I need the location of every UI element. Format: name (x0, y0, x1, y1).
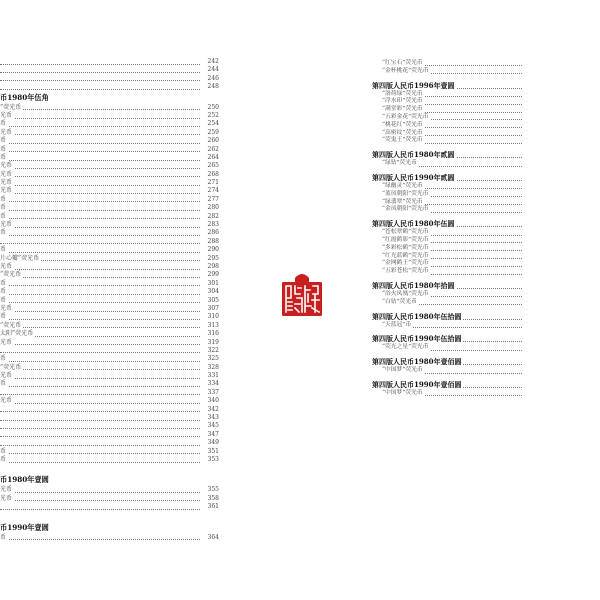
toc-entry-title: “绿翡翠”荧光币 (382, 198, 423, 205)
toc-entry (0, 439, 222, 447)
toc-entry-title: 币 (0, 153, 7, 161)
toc-entry-title: 光币 (0, 304, 13, 312)
section-heading-text: 第四版人民币1980年贰圆 (372, 150, 455, 160)
toc-entry (372, 60, 522, 68)
toc-entry (0, 255, 222, 263)
toc-page-number: 265 (207, 162, 219, 170)
toc-entry (0, 263, 222, 271)
toc-entry (0, 422, 222, 430)
toc-page-number: 268 (207, 170, 219, 178)
dot-leader (0, 218, 200, 219)
toc-entry-title: 币 (0, 137, 7, 145)
dot-leader (0, 500, 200, 501)
dot-leader (0, 369, 200, 370)
dot-leader (0, 327, 200, 328)
toc-entry (0, 364, 222, 372)
dot-leader (0, 193, 200, 194)
toc-page-number: 283 (207, 221, 219, 229)
right-page-toc (372, 60, 522, 440)
toc-entry (0, 66, 222, 74)
toc-section-heading (372, 357, 522, 367)
toc-page-number: 355 (207, 486, 219, 494)
toc-entry-title: “红宝石”荧光币 (382, 60, 423, 66)
toc-entry-title: 光币 (0, 338, 13, 346)
toc-entry-title: 币 (0, 355, 7, 363)
dot-leader (0, 509, 200, 510)
toc-entry-title: “五彩金花”荧光币 (382, 113, 429, 120)
toc-entry (0, 339, 222, 347)
dot-leader (0, 285, 200, 286)
toc-entry (0, 83, 222, 91)
toc-entry (0, 330, 222, 338)
toc-entry-title: 光币 (0, 111, 13, 119)
section-heading-text: 第四版人民币1990年伍拾圆 (372, 334, 462, 344)
toc-entry (0, 179, 222, 187)
red-seal-stamp (279, 268, 325, 318)
toc-entry (0, 146, 222, 154)
toc-page-number: 304 (207, 288, 219, 296)
dot-leader (0, 143, 200, 144)
toc-entry-title: 光币 (0, 162, 13, 170)
toc-entry-title: “荧光之星”荧光币 (382, 344, 429, 351)
toc-page-number: 340 (207, 397, 219, 405)
toc-page-number: 307 (207, 304, 219, 312)
toc-entry-title: “浮水印”荧光币 (382, 98, 423, 105)
toc-entry (372, 344, 522, 352)
toc-section-heading: 币1980年伍角 (0, 92, 49, 102)
toc-entry-title: 币 (0, 455, 7, 463)
toc-entry-title: 币 (0, 279, 7, 287)
toc-page-number: 246 (207, 74, 219, 82)
toc-page-number: 331 (207, 372, 219, 380)
toc-section-heading (372, 281, 522, 291)
toc-entry (0, 503, 222, 511)
toc-entry (0, 58, 222, 66)
left-page-toc (0, 58, 222, 558)
toc-section-heading: 币1980年壹圆 (0, 475, 49, 485)
toc-page-number: 244 (207, 66, 219, 74)
toc-page-number: 313 (207, 321, 219, 329)
toc-section-heading (372, 312, 522, 322)
toc-entry (0, 456, 222, 464)
toc-entry (0, 380, 222, 388)
toc-entry (372, 367, 522, 375)
toc-page-number: 271 (207, 179, 219, 187)
toc-entry-title: “满堂彩”荧光币 (382, 106, 423, 113)
toc-entry (372, 122, 522, 130)
toc-entry-title: 币 (0, 533, 7, 541)
toc-entry (0, 137, 222, 145)
toc-page-number: 288 (207, 237, 219, 245)
toc-section-heading (372, 150, 522, 160)
toc-entry (0, 431, 222, 439)
dot-leader (0, 436, 200, 437)
dot-leader (0, 72, 200, 73)
toc-entry (0, 389, 222, 397)
toc-page-number: 286 (207, 229, 219, 237)
dot-leader (0, 394, 200, 395)
toc-entry-title: 光币 (0, 262, 13, 270)
dot-leader (0, 109, 200, 110)
dot-leader (0, 80, 200, 81)
toc-entry (0, 75, 222, 83)
toc-entry (0, 129, 222, 137)
toc-section-heading (372, 219, 522, 229)
toc-page-number: 351 (207, 447, 219, 455)
toc-entry (0, 246, 222, 254)
toc-page-number: 290 (207, 246, 219, 254)
toc-entry (0, 534, 222, 542)
toc-page-number: 242 (207, 58, 219, 65)
toc-entry (0, 414, 222, 422)
toc-page-number: 252 (207, 111, 219, 119)
toc-page-number: 349 (207, 439, 219, 447)
toc-entry-title: 币 (0, 229, 7, 237)
toc-entry-title: 太阳”荧光币 (0, 330, 34, 338)
section-heading-text: 第四版人民币1980年伍拾圆 (372, 311, 462, 321)
toc-entry-title: “红光蓝鹤”荧光币 (382, 252, 429, 259)
dot-leader (0, 185, 200, 186)
toc-entry (0, 238, 222, 246)
toc-entry-title: 片心瓣”荧光币 (0, 254, 40, 262)
toc-page-number: 301 (207, 279, 219, 287)
toc-entry-title: “多彩松鹤”荧光币 (382, 244, 429, 251)
toc-entry-title: “苍松翠鹤”荧光币 (382, 229, 429, 236)
toc-entry-title: “荧鬼王”荧光币 (382, 137, 423, 144)
toc-entry (0, 280, 222, 288)
toc-entry (372, 245, 522, 253)
toc-entry-title: “洛荷绿”荧光币 (382, 90, 423, 97)
toc-entry-title: 光币 (0, 397, 13, 405)
dot-leader (0, 277, 200, 278)
toc-entry (0, 204, 222, 212)
section-heading-text: 第四版人民币1980年壹佰圆 (372, 357, 462, 367)
toc-entry (0, 448, 222, 456)
toc-entry (372, 390, 522, 398)
toc-entry (372, 183, 522, 191)
toc-entry-title: “五彩苍松”荧光币 (382, 268, 429, 275)
toc-section-heading (372, 380, 522, 390)
toc-entry-title: 币 (0, 288, 7, 296)
toc-entry (0, 305, 222, 313)
toc-entry (372, 260, 522, 268)
dot-leader (0, 462, 200, 463)
toc-page-number: 264 (207, 153, 219, 161)
toc-entry-title: ”荧光币 (0, 271, 22, 279)
toc-entry-title: “金杯桃花”荧光币 (382, 67, 429, 74)
toc-page-number: 364 (207, 533, 219, 541)
dot-leader (0, 420, 200, 421)
toc-entry (372, 106, 522, 114)
toc-entry-title: “绿钻”荧光币 (382, 160, 417, 167)
dot-leader (0, 302, 200, 303)
toc-entry-title: 币 (0, 120, 7, 128)
toc-entry (372, 191, 522, 199)
toc-entry-title: “金网鹤王”荧光币 (382, 260, 429, 267)
toc-entry (0, 406, 222, 414)
dot-leader (0, 403, 200, 404)
dot-leader (0, 361, 200, 362)
toc-entry (0, 221, 222, 229)
toc-section-heading (372, 173, 522, 183)
toc-page-number: 282 (207, 212, 219, 220)
dot-leader (0, 64, 200, 65)
toc-page-number: 353 (207, 455, 219, 463)
toc-page-number: 345 (207, 422, 219, 430)
toc-page-number: 299 (207, 271, 219, 279)
seal-icon (279, 268, 325, 318)
dot-leader (0, 243, 200, 244)
toc-entry-title: 光币 (0, 128, 13, 136)
toc-entry-title: 光币 (0, 179, 13, 187)
toc-entry-title: 光币 (0, 494, 13, 502)
toc-entry (372, 206, 522, 214)
toc-entry (0, 196, 222, 204)
dot-leader (0, 168, 200, 169)
toc-entry (372, 291, 522, 299)
toc-page-number: 254 (207, 120, 219, 128)
dot-leader (0, 235, 200, 236)
toc-entry (372, 160, 522, 168)
toc-entry-title: 币 (0, 145, 7, 153)
toc-entry-title: “浴火凤凰”荧光币 (382, 290, 429, 297)
dot-leader (0, 269, 200, 270)
toc-entry (0, 154, 222, 162)
toc-entry-title: 币 (0, 212, 7, 220)
toc-page-number: 259 (207, 128, 219, 136)
dot-leader (0, 227, 200, 228)
toc-entry (0, 397, 222, 405)
toc-page-number: 325 (207, 355, 219, 363)
toc-entry-title: 光币 (0, 486, 13, 494)
toc-entry-title: “绿幽灵”荧光币 (382, 182, 423, 189)
toc-entry (372, 229, 522, 237)
toc-entry (372, 237, 522, 245)
toc-entry (372, 137, 522, 145)
dot-leader (0, 294, 200, 295)
dot-leader (0, 89, 200, 90)
toc-entry (372, 114, 522, 122)
toc-entry (0, 171, 222, 179)
dot-leader (0, 411, 200, 412)
dot-leader (0, 445, 200, 446)
toc-page-number: 328 (207, 363, 219, 371)
toc-entry-title: 光币 (0, 372, 13, 380)
toc-entry (0, 297, 222, 305)
toc-section-heading (372, 81, 522, 91)
toc-entry-title: 币 (0, 313, 7, 321)
dot-leader (0, 311, 200, 312)
toc-entry (372, 268, 522, 276)
toc-entry (372, 322, 522, 330)
toc-entry-title: “中国梦”荧光币 (382, 367, 423, 374)
dot-leader (0, 126, 200, 127)
toc-entry-title: 币 (0, 380, 7, 388)
toc-entry-title: “金凤朝阳”荧光币 (382, 206, 429, 213)
dot-leader (0, 428, 200, 429)
toc-entry (0, 187, 222, 195)
toc-page-number: 298 (207, 262, 219, 270)
toc-page-number: 342 (207, 405, 219, 413)
toc-entry-title: “高密纹”荧光币 (382, 129, 423, 136)
section-heading-text: 第四版人民币1996年壹圆 (372, 80, 455, 90)
toc-entry-title: 光币 (0, 170, 13, 178)
toc-entry-title: ”荧光币 (0, 103, 22, 111)
dot-leader (0, 378, 200, 379)
toc-page-number: 280 (207, 204, 219, 212)
toc-page-number: 358 (207, 494, 219, 502)
toc-entry-title: 币 (0, 447, 7, 455)
dot-leader (0, 210, 200, 211)
toc-entry-title: “蓝凤朝阳”荧光币 (382, 190, 429, 197)
toc-entry-title: ”荧光币 (0, 321, 22, 329)
section-heading-text: 第四版人民币1980年拾圆 (372, 280, 455, 290)
dot-leader (0, 344, 200, 345)
dot-leader (0, 118, 200, 119)
toc-page-number: 322 (207, 346, 219, 354)
toc-entry-title: “中国梦”荧光币 (382, 389, 423, 396)
dot-leader (0, 539, 200, 540)
toc-entry-title: 币 (0, 204, 7, 212)
section-heading-text: 第四版人民币1990年贰圆 (372, 172, 455, 182)
toc-page-number: 361 (207, 503, 219, 511)
toc-entry-title: 光币 (0, 187, 13, 195)
toc-entry-title: ”荧光币 (0, 363, 22, 371)
toc-page-number: 334 (207, 380, 219, 388)
toc-section-heading: 币1990年壹圆 (0, 522, 49, 532)
toc-entry (0, 213, 222, 221)
toc-page-number: 337 (207, 388, 219, 396)
toc-page-number: 248 (207, 83, 219, 91)
toc-entry (0, 104, 222, 112)
section-heading-text: 第四版人民币1990年壹佰圆 (372, 379, 462, 389)
toc-entry (0, 120, 222, 128)
toc-entry (0, 162, 222, 170)
toc-page-number: 347 (207, 430, 219, 438)
toc-entry (0, 486, 222, 494)
toc-page-number: 262 (207, 145, 219, 153)
toc-entry-title: “白钻”荧光币 (382, 298, 417, 305)
toc-entry (0, 271, 222, 279)
toc-section-heading (372, 334, 522, 344)
toc-page-number: 295 (207, 254, 219, 262)
toc-entry-title: “天蓝冠”币 (382, 321, 412, 328)
dot-leader (0, 319, 200, 320)
toc-entry-title: 币 (0, 195, 7, 203)
dot-leader (0, 160, 200, 161)
toc-entry (0, 372, 222, 380)
dot-leader (0, 352, 200, 353)
toc-page-number: 277 (207, 195, 219, 203)
toc-entry-title: “桃花红”荧光币 (382, 121, 423, 128)
toc-entry-title: 币 (0, 296, 7, 304)
toc-entry (372, 299, 522, 307)
toc-page-number: 305 (207, 296, 219, 304)
toc-entry (372, 68, 522, 76)
toc-entry (0, 347, 222, 355)
toc-page-number: 316 (207, 330, 219, 338)
dot-leader (0, 386, 200, 387)
toc-page-number: 319 (207, 338, 219, 346)
toc-page-number: 260 (207, 137, 219, 145)
section-heading-text: 第四版人民币1980年伍圆 (372, 219, 455, 229)
toc-entry (0, 313, 222, 321)
dot-leader (0, 252, 200, 253)
dot-leader (0, 151, 200, 152)
toc-page-number: 274 (207, 187, 219, 195)
toc-entry-title: 光币 (0, 221, 13, 229)
toc-page-number: 250 (207, 103, 219, 111)
toc-entry (0, 355, 222, 363)
toc-entry-title: “红霞鹤影”荧光币 (382, 236, 429, 243)
dot-leader (0, 492, 200, 493)
toc-entry (0, 229, 222, 237)
dot-leader (0, 453, 200, 454)
dot-leader (0, 134, 200, 135)
toc-entry (0, 112, 222, 120)
dot-leader (0, 201, 200, 202)
dot-leader (0, 176, 200, 177)
toc-page-number: 343 (207, 414, 219, 422)
toc-entry (0, 322, 222, 330)
toc-entry (0, 495, 222, 503)
toc-page-number: 310 (207, 313, 219, 321)
toc-entry (0, 288, 222, 296)
toc-entry-title: 币 (0, 246, 7, 254)
